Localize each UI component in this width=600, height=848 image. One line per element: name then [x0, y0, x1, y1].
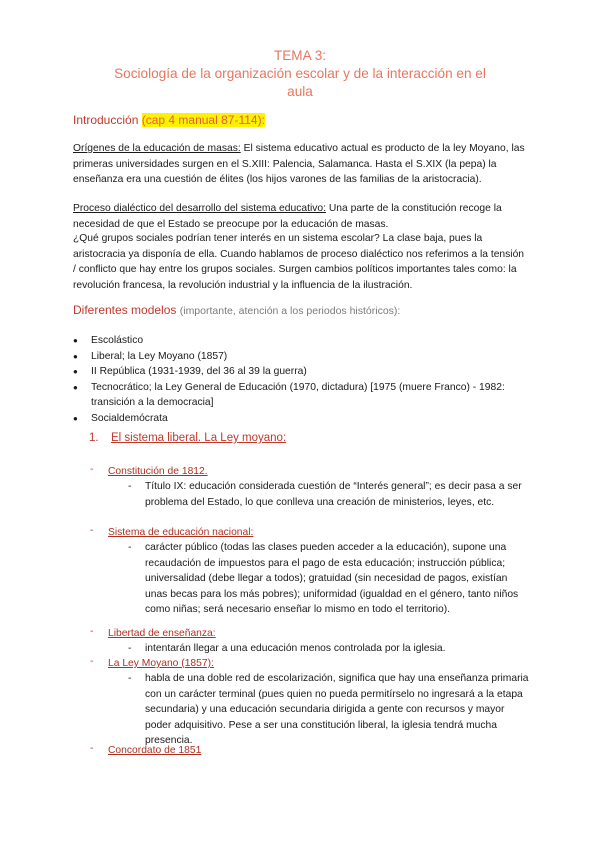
origenes-paragraph	[73, 141, 528, 188]
intro-heading-text: Introducción	[73, 113, 139, 127]
section-number: 1.	[89, 432, 99, 444]
intro-highlight: (cap 4 manual 87-114):	[141, 113, 265, 127]
models-list	[73, 333, 533, 426]
dash-marker: -	[90, 464, 94, 475]
question-paragraph: ¿Qué grupos sociales podrían tener interés en un sistema escolar? La clase baja, pues la aristocracia ya disponía de ella. Cuando hablamos de proceso dialéctico nos referimos a la tensión / conflicto que hay entre los grupos sociales. Surgen cambios políticos importantes tales como: la revolución francesa, la revolución industrial y la influencia de la ilustración.	[73, 233, 525, 291]
origenes-label: Orígenes de la educación de masas:	[73, 143, 241, 154]
topic-number: TEMA 3:	[273, 48, 327, 63]
models-heading-text: Diferentes modelos	[73, 303, 177, 317]
list-item: ● Escolástico	[73, 333, 533, 349]
concordato-title: Concordato de 1851	[108, 745, 202, 756]
dash-marker: -	[128, 542, 132, 553]
moyano-text: habla de una doble red de escolarización, significa que hay una enseñanza primaria con un carácter terminal (pues quien no pueda permitírselo no ingresará a la etapa secundaria) y una educación secundaria dirigida a gente con recursos y mayor poder adquisitivo. Pese a ser una constitución liberal, la iglesia tendrá mucha presencia.	[145, 673, 529, 746]
dash-marker: -	[90, 525, 94, 536]
libertad-title: Libertad de enseñanza:	[108, 628, 216, 639]
intro-heading	[73, 113, 265, 127]
dash-marker: -	[90, 626, 94, 637]
dash-marker: -	[128, 673, 132, 684]
sistema-title: Sistema de educación nacional:	[108, 527, 254, 538]
topic-title-line2: aula	[287, 84, 313, 99]
proceso-label: Proceso dialéctico del desarrollo del sistema educativo:	[73, 203, 326, 214]
list-item: ● Tecnocrático; la Ley General de Educación (1970, dictadura) [1975 (muere Franco) - 1982: transición a la democracia]	[73, 380, 533, 411]
origenes-text: El sistema educativo actual es producto de la ley Moyano, las primeras universidades surgen en el S.XIII: Palencia, Salamanca. Hasta el S.XIX (la pepa) la enseñanza era una cuestión de élites (los hijos varones de las familias de la aristocracia).	[73, 143, 525, 185]
moyano-title: La Ley Moyano (1857):	[108, 658, 214, 669]
list-item: ● Liberal; la Ley Moyano (1857)	[73, 349, 533, 365]
topic-title-line1: Sociología de la organización escolar y de la interacción en el	[114, 66, 486, 81]
models-heading	[73, 303, 400, 317]
libertad-text: intentarán llegar a una educación menos controlada por la iglesia.	[145, 643, 446, 654]
proceso-text: Una parte de la constitución recoge la necesidad de que el Estado se preocupe por la educación de masas.	[73, 203, 502, 230]
dash-marker: -	[128, 643, 132, 654]
section-title: El sistema liberal. La Ley moyano:	[111, 432, 287, 444]
sistema-text: carácter público (todas las clases pueden acceder a la educación), supone una recaudación de impuestos para el pago de esta educación; instrucción pública; universalidad (debe llegar a todos); gratuidad (sin necesidad de pagos, existían unas becas para los más pobres); uniformidad (igualdad en el género, tanto niños como niñas; será necesario enseñar lo mismo en todo el territorio).	[145, 542, 519, 615]
list-item: ● II República (1931-1939, del 36 al 39 la guerra)	[73, 364, 533, 380]
dash-marker: -	[90, 743, 94, 754]
dash-marker: -	[90, 656, 94, 667]
proceso-paragraph	[73, 201, 528, 232]
models-note: (importante, atención a los periodos históricos):	[179, 305, 401, 317]
dash-marker: -	[128, 481, 132, 492]
list-item: ● Socialdemócrata	[73, 411, 533, 427]
constitucion-title: Constitución de 1812.	[108, 466, 208, 477]
section-heading	[89, 432, 286, 444]
constitucion-text: Título IX: educación considerada cuestión de “Interés general”; es decir pasa a ser problema del Estado, lo que conlleva una creación de ministerios, leyes, etc.	[145, 481, 522, 508]
